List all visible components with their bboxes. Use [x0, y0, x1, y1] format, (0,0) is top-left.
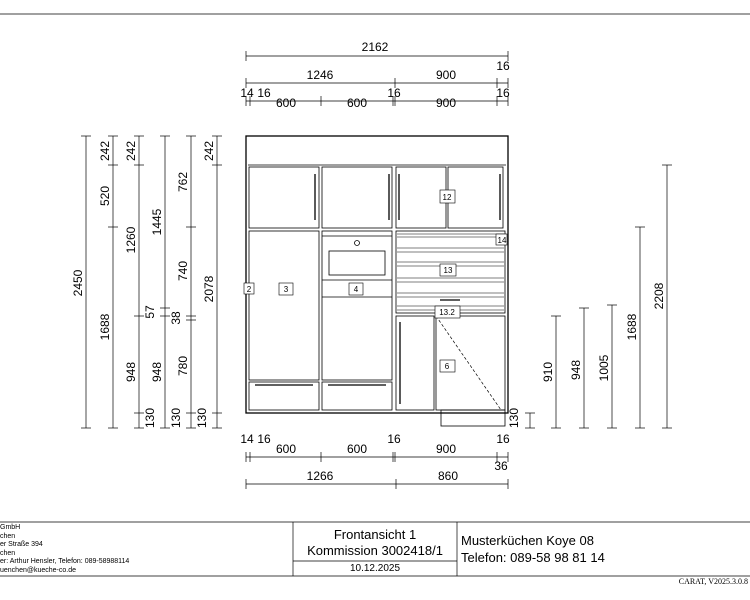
software-version: CARAT, V2025.3.0.8 [678, 577, 748, 586]
dim-overall-width: 2162 [361, 40, 389, 54]
dim-right-948: 948 [569, 359, 583, 381]
dim-bottom-1266: 1266 [306, 469, 334, 483]
dim-top-16b: 16 [387, 86, 401, 100]
bottom-dimension-lines [246, 452, 508, 489]
dim-left-242c: 242 [202, 140, 216, 162]
tag-12: 12 [442, 193, 452, 202]
dim-top-1246: 1246 [306, 68, 334, 82]
dim-left-1445: 1445 [150, 208, 164, 236]
company-line: chen [0, 532, 16, 540]
dim-left-57: 57 [143, 305, 157, 319]
dim-left-1260: 1260 [124, 226, 138, 254]
position-tags [244, 190, 507, 372]
dim-bottom-900: 900 [435, 442, 457, 456]
dim-bottom-860: 860 [437, 469, 459, 483]
dim-right-2208: 2208 [652, 282, 666, 310]
company-line: er: Arthur Hensler, Telefon: 089-58988114 [0, 558, 130, 566]
dim-right-130: 130 [507, 407, 521, 429]
company-email: uenchen@kueche-co.de [0, 566, 76, 574]
dim-left-242b: 242 [124, 140, 138, 162]
studio-phone: Telefon: 089-58 98 81 14 [461, 550, 605, 565]
dim-bottom-16b: 16 [387, 432, 401, 446]
dim-bottom-36: 36 [494, 459, 508, 473]
dim-top-900: 900 [435, 68, 457, 82]
dim-bottom-16c: 16 [496, 432, 510, 446]
dim-bottom-600b: 600 [346, 442, 368, 456]
company-info [0, 524, 129, 576]
dim-top-600a: 600 [275, 96, 297, 110]
left-dimension-lines [81, 136, 222, 428]
tag-13: 13 [443, 266, 453, 275]
dim-top-16a: 16 [257, 86, 271, 100]
tag-3: 3 [283, 285, 289, 294]
right-dimension-lines [525, 165, 672, 428]
dim-bottom-14: 14 [240, 432, 254, 446]
view-title: Frontansicht 1 [333, 527, 417, 542]
dim-left-780: 780 [176, 355, 190, 377]
dim-left-1688: 1688 [98, 313, 112, 341]
dim-right-910: 910 [541, 361, 555, 383]
dim-left-130b: 130 [195, 407, 209, 429]
dim-left-520: 520 [98, 185, 112, 207]
dim-left-948a: 948 [124, 361, 138, 383]
company-line: er Straße 394 [0, 541, 43, 549]
company-line: GmbH [0, 524, 21, 531]
dim-left-762: 762 [176, 171, 190, 193]
dim-top-600b: 600 [346, 96, 368, 110]
commission-number: Kommission 3002418/1 [307, 543, 443, 558]
tag-13-2: 13.2 [439, 308, 455, 317]
dim-bottom-16a: 16 [257, 432, 271, 446]
dim-left-242a: 242 [98, 140, 112, 162]
dim-left-2078: 2078 [202, 275, 216, 303]
dim-right-1005: 1005 [597, 354, 611, 382]
dim-top-16: 16 [496, 59, 510, 73]
tag-2: 2 [246, 285, 252, 294]
cabinet-elevation [246, 136, 508, 426]
dim-left-948b: 948 [150, 361, 164, 383]
dim-left-740: 740 [176, 260, 190, 282]
dim-left-130a: 130 [169, 407, 183, 429]
tag-14: 14 [497, 236, 507, 245]
dim-top-16c: 16 [496, 86, 510, 100]
dim-bottom-600a: 600 [275, 442, 297, 456]
dim-top-14: 14 [240, 86, 254, 100]
dim-top-900b: 900 [435, 96, 457, 110]
dim-left-2450: 2450 [71, 269, 85, 297]
drawing-date: 10.12.2025 [349, 563, 401, 574]
company-line: chen [0, 549, 16, 557]
tag-6: 6 [444, 362, 450, 371]
dim-left-38: 38 [169, 311, 183, 325]
tag-4: 4 [353, 285, 359, 294]
dim-left-130c: 130 [143, 407, 157, 429]
studio-name: Musterküchen Koye 08 [461, 533, 594, 548]
dim-right-1688: 1688 [625, 313, 639, 341]
